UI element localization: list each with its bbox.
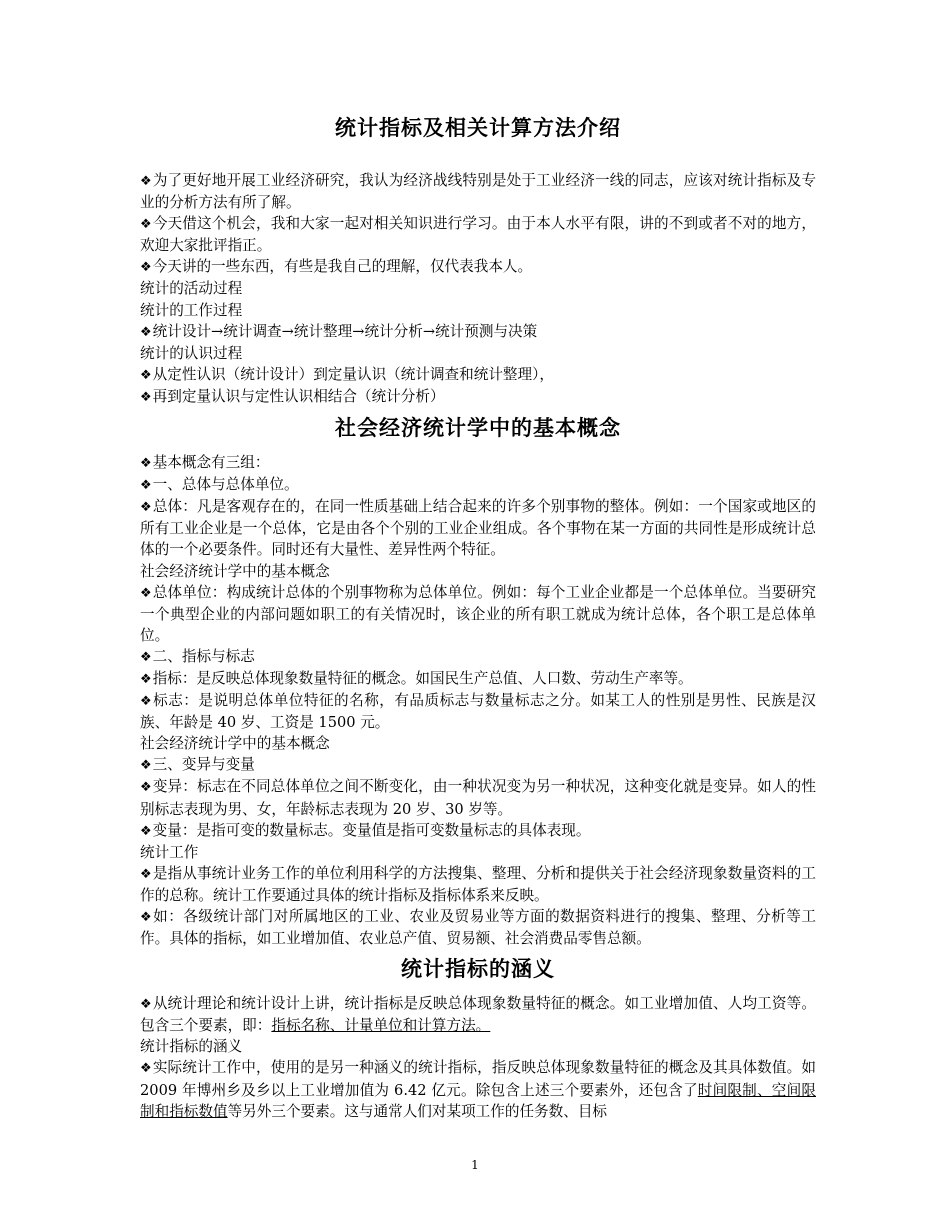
bullet-icon: ❖ xyxy=(140,910,153,925)
bullet-icon: ❖ xyxy=(140,758,152,774)
paragraph: ❖为了更好地开展工业经济研究，我认为经济战线特别是处于工业经济一线的同志，应该对统计指标及专业的分析方法有所了解。 xyxy=(140,172,816,212)
bullet-icon: ❖ xyxy=(140,478,152,494)
paragraph: 社会经济统计学中的基本概念 xyxy=(140,735,330,753)
bullet-icon: ❖ xyxy=(140,866,152,882)
paragraph: 统计的认识过程 xyxy=(140,344,243,362)
bullet-icon: ❖ xyxy=(140,694,153,710)
paragraph: 统计的工作过程 xyxy=(140,301,243,319)
concepts-section xyxy=(140,452,816,949)
paragraph: ❖变异：标志在不同总体单位之间不断变化，由一种状况变为另一种状况，这种变化就是变异。如人的性别标志表现为男、女，年龄标志表现为 20 岁、30 岁等。 xyxy=(140,778,816,818)
bullet-icon: ❖ xyxy=(140,649,152,665)
bullet-icon: ❖ xyxy=(140,997,152,1013)
bullet-icon: ❖ xyxy=(140,585,152,601)
paragraph: ❖一、总体与总体单位。 xyxy=(140,476,299,494)
bullet-icon: ❖ xyxy=(140,217,152,233)
section-title-basic-concepts: 社会经济统计学中的基本概念 xyxy=(335,416,621,441)
bullet-icon: ❖ xyxy=(140,260,152,276)
paragraph: ❖今天讲的一些东西，有些是我自己的理解，仅代表我本人。 xyxy=(140,258,533,276)
paragraph: ❖变量：是指可变的数量标志。变量值是指可变数量标志的具体表现。 xyxy=(140,821,591,839)
bullet-icon: ❖ xyxy=(140,823,152,839)
underlined-text: 时间限制、空间限制和指标数值 xyxy=(140,1081,816,1120)
paragraph: ❖总体：凡是客观存在的，在同一性质基础上结合起来的许多个别事物的整体。例如：一个国家或地区的所有工业企业是一个总体，它是由各个个别的工业企业组成。各个事物在某一方面的共同性是形成统计总体的一个必要条件。同时还有大量性、差异性两个特征。 xyxy=(140,498,816,559)
paragraph: 统计指标的涵义 xyxy=(140,1038,243,1056)
paragraph: 社会经济统计学中的基本概念 xyxy=(140,562,330,580)
underlined-text: 指标名称、计量单位和计算方法。 xyxy=(271,1017,491,1035)
page-content xyxy=(140,112,816,1122)
bullet-icon: ❖ xyxy=(140,367,152,383)
paragraph: 统计的活动过程 xyxy=(140,280,243,298)
paragraph: ❖标志：是说明总体单位特征的名称，有品质标志与数量标志之分。如某工人的性别是男性、民族是汉族、年龄是 40 岁、工资是 1500 元。 xyxy=(140,692,816,732)
paragraph: ❖二、指标与标志 xyxy=(140,647,255,665)
paragraph: ❖从定性认识（统计设计）到定量认识（统计调查和统计整理）， xyxy=(140,365,554,383)
paragraph: ❖指标：是反映总体现象数量特征的概念。如国民生产总值、人口数、劳动生产率等。 xyxy=(140,669,693,687)
bullet-icon: ❖ xyxy=(140,389,152,405)
bullet-icon: ❖ xyxy=(140,456,152,472)
paragraph: ❖今天借这个机会，我和大家一起对相关知识进行学习。由于本人水平有限，讲的不到或者不对的地方，欢迎大家批评指正。 xyxy=(140,215,816,255)
bullet-icon: ❖ xyxy=(140,174,152,189)
bullet-icon: ❖ xyxy=(140,1061,152,1077)
paragraph: ❖总体单位：构成统计总体的个别事物称为总体单位。例如：每个工业企业都是一个总体单位。当要研究一个典型企业的内部问题如职工的有关情况时，该企业的所有职工就成为统计总体，各个职工是总体单位。 xyxy=(140,583,816,644)
bullet-icon: ❖ xyxy=(140,324,152,340)
paragraph: ❖实际统计工作中，使用的是另一种涵义的统计指标，指反映总体现象数量特征的概念及其具体数值。如 2009 年博州乡及乡以上工业增加值为 6.42 亿元。除包含上述三个要素外，还包含了时间限制、空间限制和指标数值等另外三个要素。这与通常人们对某项工作的任务数、目标 xyxy=(140,1059,816,1120)
paragraph: ❖是指从事统计业务工作的单位利用科学的方法搜集、整理、分析和提供关于社会经济现象数量资料的工作的总称。统计工作要通过具体的统计指标及指标体系来反映。 xyxy=(140,864,816,904)
intro-section xyxy=(140,170,816,408)
paragraph: 统计工作 xyxy=(140,843,199,861)
page-number: 1 xyxy=(471,1158,479,1172)
paragraph: ❖基本概念有三组： xyxy=(140,454,270,472)
paragraph: ❖如：各级统计部门对所属地区的工业、农业及贸易业等方面的数据资料进行的搜集、整理、分析等工作。具体的指标，如工业增加值、农业总产值、贸易额、社会消费品零售总额。 xyxy=(140,908,816,948)
paragraph: ❖统计设计→统计调查→统计整理→统计分析→统计预测与决策 xyxy=(140,322,538,340)
section-title-indicator-meaning: 统计指标的涵义 xyxy=(401,957,555,982)
bullet-icon: ❖ xyxy=(140,671,152,687)
paragraph: ❖三、变异与变量 xyxy=(140,756,255,774)
bullet-icon: ❖ xyxy=(140,780,152,796)
paragraph: ❖再到定量认识与定性认识相结合（统计分析） xyxy=(140,387,445,405)
document-title: 统计指标及相关计算方法介绍 xyxy=(335,116,621,140)
bullet-icon: ❖ xyxy=(140,500,152,516)
meaning-section xyxy=(140,993,816,1122)
paragraph: ❖从统计理论和统计设计上讲，统计指标是反映总体现象数量特征的概念。如工业增加值、人均工资等。包含三个要素，即：指标名称、计量单位和计算方法。 xyxy=(140,995,816,1035)
